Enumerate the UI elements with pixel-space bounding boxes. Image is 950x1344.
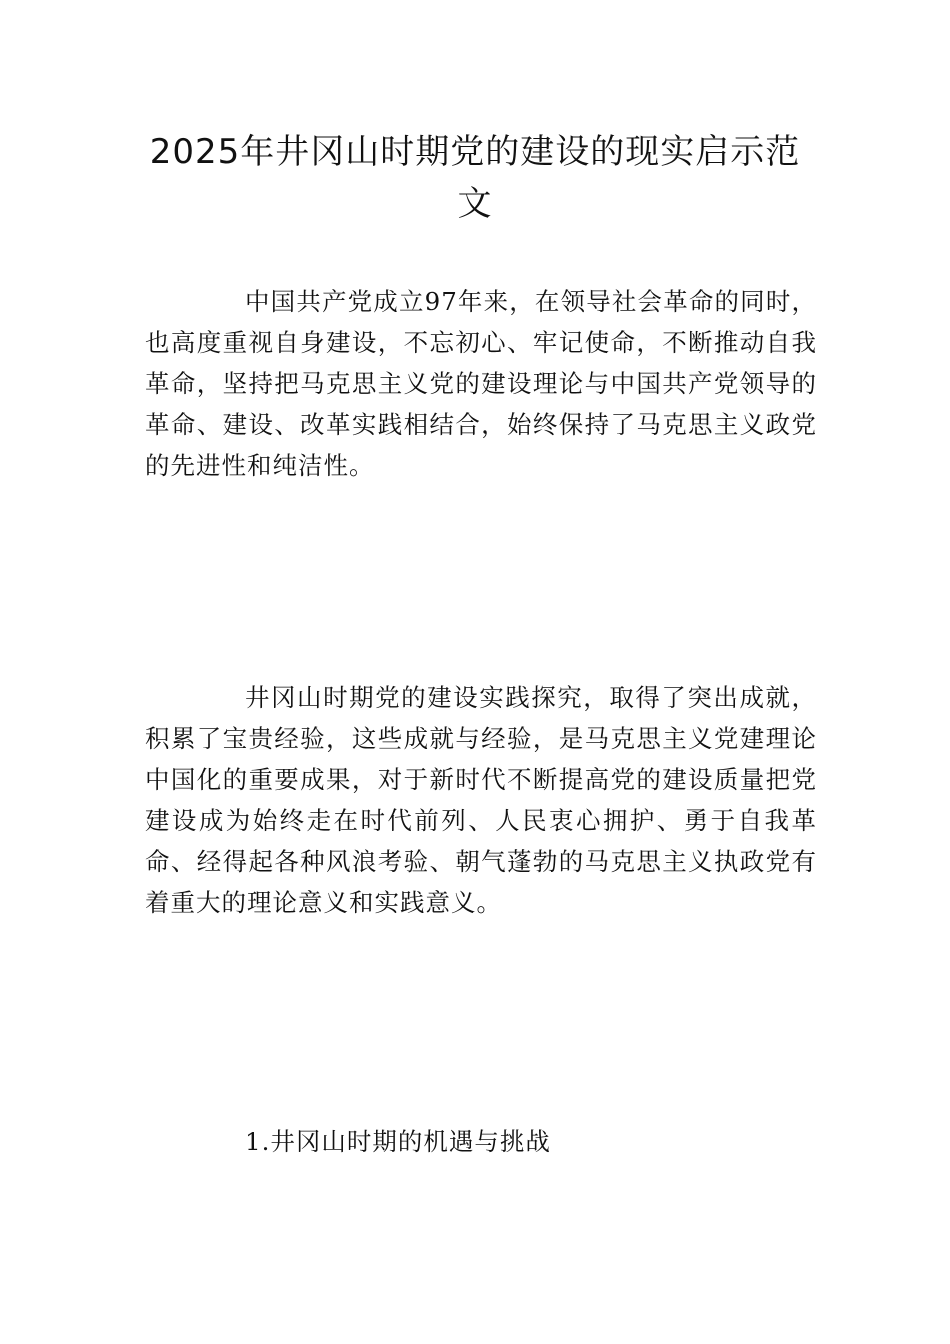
section-heading: 1.井冈山时期的机遇与挑战: [245, 1127, 551, 1156]
document-title: 2025年井冈山时期党的建设的现实启示范文: [149, 132, 801, 224]
paragraph-intro: 中国共产党成立97年来，在领导社会革命的同时，也高度重视自身建设，不忘初心、牢记使命，不断推动自我革命，坚持把马克思主义党的建设理论与中国共产党领导的革命、建设、改革实践相结合，始终保持了马克思主义政党的先进性和纯洁性。: [145, 287, 817, 480]
paragraph-significance: 井冈山时期党的建设实践探究，取得了突出成就，积累了宝贵经验，这些成就与经验，是马克思主义党建理论中国化的重要成果，对于新时代不断提高党的建设质量把党建设成为始终走在时代前列、人民衷心拥护、勇于自我革命、经得起各种风浪考验、朝气蓬勃的马克思主义执政党有着重大的理论意义和实践意义。: [145, 683, 817, 917]
